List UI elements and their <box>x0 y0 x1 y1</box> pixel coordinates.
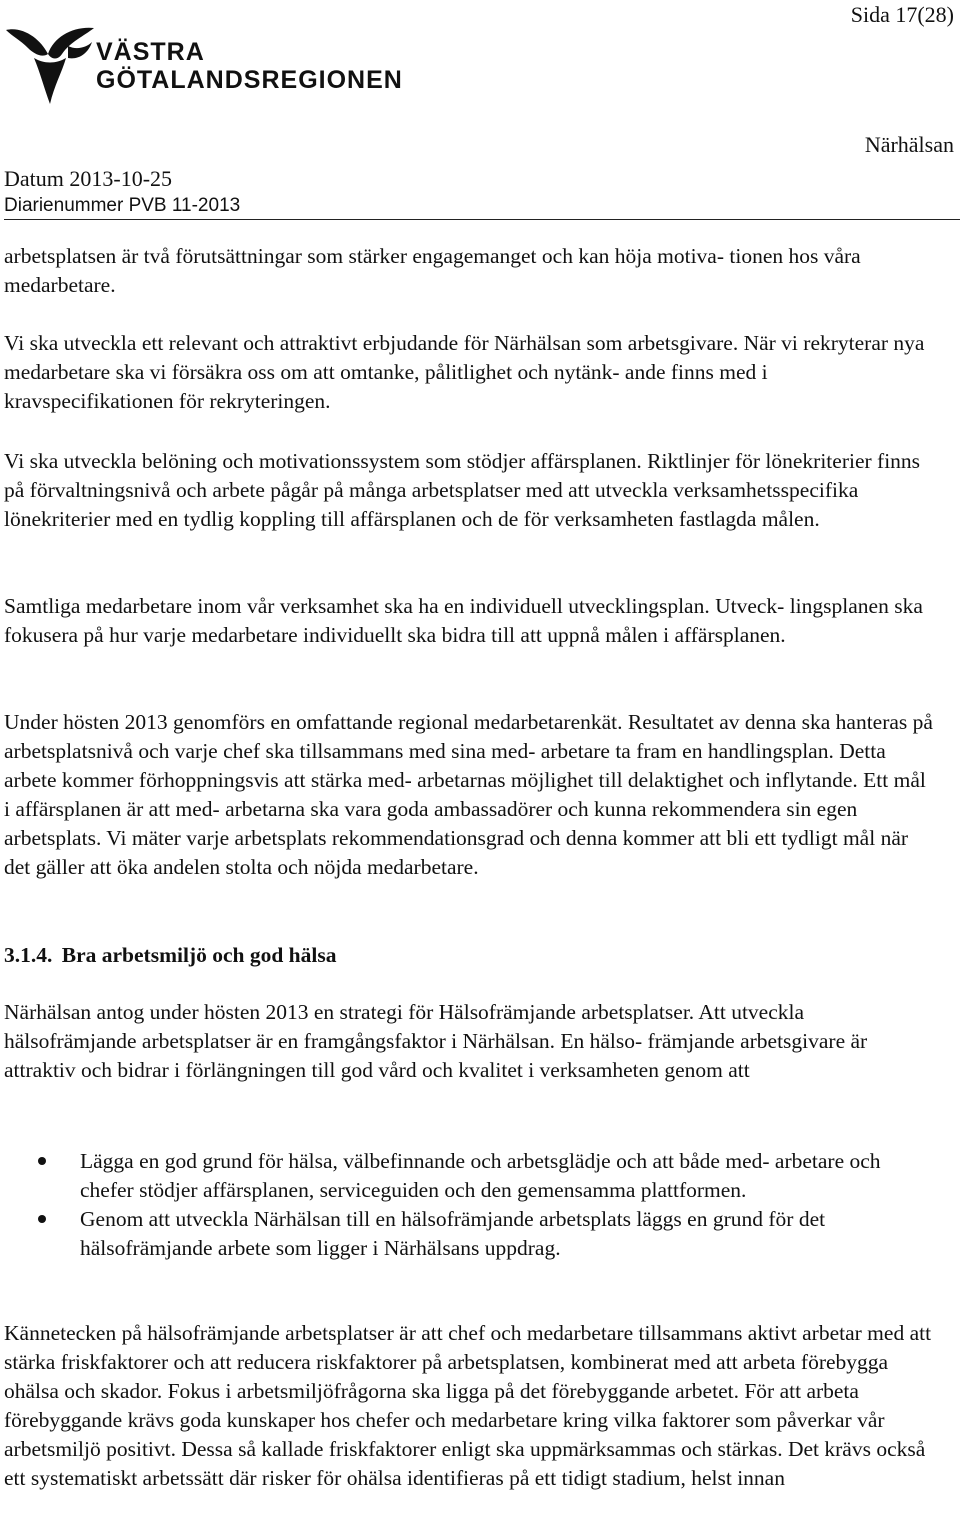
list-item-text: Lägga en god grund för hälsa, välbefinnande och arbetsglädje och att både med- arbetare och chefer stödjer affärsplanen, serviceguiden och den gemensamma plattformen. <box>80 1149 881 1202</box>
paragraph-4 <box>4 592 934 650</box>
list-item <box>4 1147 934 1205</box>
paragraph-5 <box>4 708 934 882</box>
list-item <box>4 1205 934 1263</box>
logo-mark-icon <box>4 24 94 108</box>
diarienummer: Diarienummer PVB 11-2013 <box>4 195 241 216</box>
paragraph-text: arbetsplatsen är två förutsättningar som stärker engagemanget och kan höja motiva- tionen hos våra medarbetare. <box>4 244 861 297</box>
section-number: 3.1.4. <box>4 943 53 967</box>
logo-line-1: VÄSTRA <box>96 38 205 66</box>
list-item-text: Genom att utveckla Närhälsan till en hälsofrämjande arbetsplats läggs en grund för det hälsofrämjande arbete som ligger i Närhälsans uppdrag. <box>80 1207 826 1260</box>
unit-name: Närhälsan <box>864 132 954 157</box>
vastra-gotalandsregionen-logo <box>4 24 403 108</box>
paragraph-text: Vi ska utveckla ett relevant och attraktivt erbjudande för Närhälsan som arbetsgivare. När vi rekryterar nya medarbetare ska vi försäkra oss om att omtanke, pålitlighet och nytänk- ande finns med i kravspecifikationen för rekryteringen. <box>4 331 925 413</box>
paragraph-7 <box>4 1319 934 1493</box>
paragraph-text: Samtliga medarbetare inom vår verksamhet ska ha en individuell utvecklingsplan. Utveck- lingsplanen ska fokusera på hur varje medarbetare individuellt ska bidra till att uppnå målen i affärsplanen. <box>4 594 923 647</box>
header-divider <box>4 219 960 220</box>
paragraph-text: Under hösten 2013 genomförs en omfattande regional medarbetarenkät. Resultatet av denna ska hanteras på arbetsplatsnivå och varje chef ska tillsammans med sina med- arbetare ta fram en handlingsplan. Detta arbete kommer förhoppningsvis att stärka med- arbetarnas möjlighet till delaktighet och inflytande. Ett mål i affärsplanen är att med- arbetarna ska vara goda ambassadörer och kunna rekommendera sin egen arbetsplats. Vi mäter varje arbetsplats rekommendationsgrad och denna kommer att bli ett tydligt mål när det gäller att öka andelen stolta och nöjda medarbetare. <box>4 710 933 879</box>
document-date: Datum 2013-10-25 <box>4 166 173 191</box>
paragraph-text: Närhälsan antog under hösten 2013 en strategi för Hälsofrämjande arbetsplatser. Att utveckla hälsofrämjande arbetsplatser är en framgångsfaktor i Närhälsan. En hälso- främjande arbetsgivare är attraktiv och bidrar i förlängningen till god vård och kvalitet i verksamheten genom att <box>4 1000 868 1082</box>
paragraph-text: Vi ska utveckla belöning och motivationssystem som stödjer affärsplanen. Riktlinjer för lönekriterier finns på förvaltningsnivå och arbete pågår på många arbetsplatser med att utveckla verksamhetsspecifika lönekriterier med en tydlig koppling till affärsplanen och de för verksamheten fastlagda målen. <box>4 449 921 531</box>
paragraph-text: Kännetecken på hälsofrämjande arbetsplatser är att chef och medarbetare tillsammans aktivt arbetar med att stärka friskfaktorer och att reducera riskfaktorer på arbetsplatsen, kombinerat med att arbeta förebygga ohälsa och skador. Fokus i arbetsmiljöfrågorna ska ligga på det förebyggande arbetet. För att arbeta förebyggande krävs goda kunskaper hos chefer och medarbetare kring vilka faktorer som påverkar vår arbetsmiljö positivt. Dessa så kallade friskfaktorer enligt ska uppmärksammas och stärkas. Det krävs också ett systematiskt arbetssätt där risker för ohälsa identifieras på ett tidigt stadium, helst innan <box>4 1321 932 1490</box>
section-title: Bra arbetsmiljö och god hälsa <box>61 943 337 967</box>
logo-line-2: GÖTALANDSREGIONEN <box>96 66 403 94</box>
paragraph-2 <box>4 329 934 416</box>
paragraph-3 <box>4 447 934 534</box>
bullet-icon <box>38 1157 46 1165</box>
bullet-list <box>4 1147 934 1263</box>
page-number: Sida 17(28) <box>850 2 954 27</box>
paragraph-6 <box>4 998 934 1085</box>
section-heading <box>4 940 336 970</box>
bullet-icon <box>38 1215 46 1223</box>
paragraph-1 <box>4 242 934 300</box>
logo-wordmark <box>96 38 403 94</box>
